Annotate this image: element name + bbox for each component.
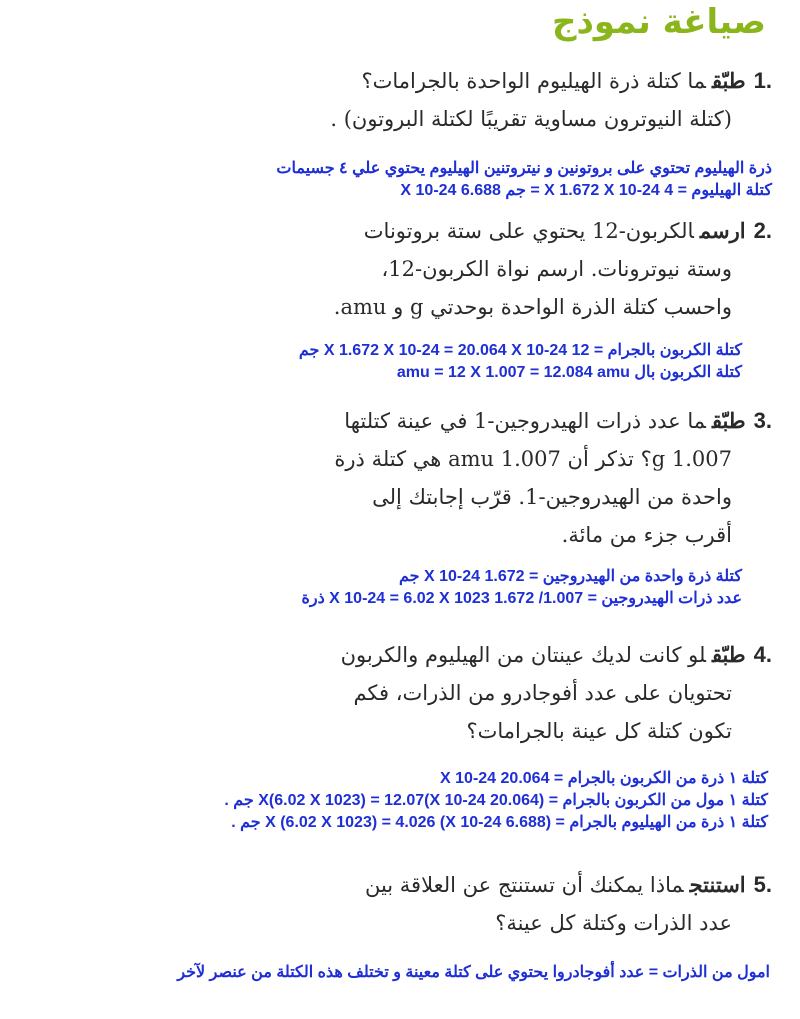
- answer-line: كتلة ١ ذرة من الهيليوم بالجرام = (6.688 X 10-24) X (6.02 X 1023) = 4.026 جم .: [231, 814, 768, 831]
- answer-line: كتلة ذرة واحدة من الهيدروجين = 1.672 X 10-24 جم: [399, 568, 742, 585]
- question-number: .1: [753, 68, 772, 93]
- question-4: [32, 636, 772, 750]
- question-text: الكربون-12 يحتوي على ستة بروتونات: [363, 219, 694, 243]
- question-text: لو كانت لديك عينتان من الهيليوم والكربون: [340, 643, 706, 667]
- question-text: أقرب جزء من مائة.: [561, 523, 732, 547]
- question-1: [32, 62, 772, 138]
- question-text: ما كتلة ذرة الهيليوم الواحدة بالجرامات؟: [361, 69, 706, 93]
- answer-line: كتلة الكربون بال amu = 12 X 1.007 = 12.084 amu: [396, 364, 742, 381]
- answer-line: كتلة الكربون بالجرام = 12 X 1.672 X 10-24 = 20.064 X 10-24 جم: [298, 342, 742, 359]
- question-text: ماذا يمكنك أن تستنتج عن العلاقة بين: [364, 873, 684, 897]
- question-text: واحسب كتلة الذرة الواحدة بوحدتي g و amu.: [333, 295, 732, 319]
- answer-1: [276, 158, 772, 202]
- answer-3: [301, 566, 742, 610]
- question-text: عدد الذرات وكتلة كل عينة؟: [495, 911, 732, 935]
- question-number: .4: [753, 642, 772, 667]
- question-number: .3: [753, 408, 772, 433]
- answer-2: [299, 340, 742, 384]
- answer-line: كتلة ١ مول من الكربون بالجرام = (20.064 X 10-24)X(6.02 X 1023) = 12.07 جم .: [224, 792, 768, 809]
- answer-4: [224, 768, 768, 834]
- question-text: وستة نيوترونات. ارسم نواة الكربون-12،: [381, 257, 732, 281]
- answer-line: ذرة الهيليوم تحتوي على بروتونين و نيتروتنين الهيليوم يحتوي علي ٤ جسيمات: [276, 160, 772, 177]
- answer-line: كتلة ١ ذرة من الكربون بالجرام = 20.064 X 10-24: [440, 770, 768, 787]
- answer-line: امول من الذرات = عدد أفوجادروا يحتوي على كتلة معينة و تختلف هذه الكتلة من عنصر لآخر: [177, 964, 770, 981]
- answer-line: عدد ذرات الهيدروجين = 1.007/ 1.672 X 10-24 = 6.02 X 1023 ذرة: [301, 590, 742, 607]
- page-title: صياغة نموذج: [551, 2, 766, 42]
- question-2: [32, 212, 772, 326]
- question-text: تحتويان على عدد أفوجادرو من الذرات، فكم: [353, 681, 732, 705]
- question-3: [32, 402, 772, 554]
- question-text: تكون كتلة كل عينة بالجرامات؟: [466, 719, 732, 743]
- question-text: واحدة من الهيدروجين-1. قرّب إجابتك إلى: [372, 485, 732, 509]
- question-verb: طبّق: [711, 642, 746, 667]
- answer-line: كتلة الهيليوم = 4 X 1.672 X 10-24 = جم 6.688 X 10-24: [400, 182, 772, 199]
- question-number: .5: [753, 872, 772, 897]
- question-text: (كتلة النيوترون مساوية تقريبًا لكتلة البروتون) .: [330, 107, 732, 131]
- question-verb: ارسم: [699, 218, 746, 243]
- question-text: 1.007 g؟ تذكر أن 1.007 amu هي كتلة ذرة: [334, 447, 732, 471]
- question-5: [32, 866, 772, 942]
- question-verb: طبّق: [711, 408, 746, 433]
- answer-5: [177, 962, 770, 984]
- question-verb: طبّق: [711, 68, 746, 93]
- question-verb: استنتج: [689, 872, 746, 897]
- question-number: .2: [753, 218, 772, 243]
- question-text: ما عدد ذرات الهيدروجين-1 في عينة كتلتها: [344, 409, 706, 433]
